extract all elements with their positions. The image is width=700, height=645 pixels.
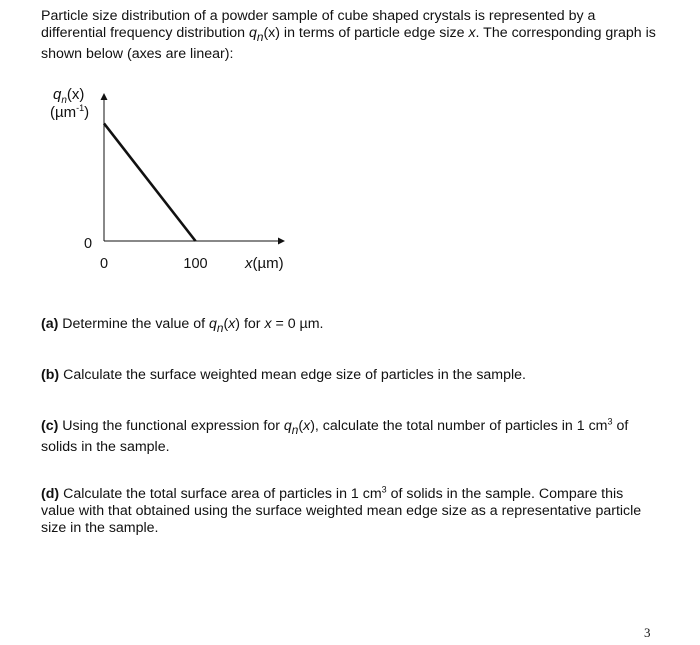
- question-c-x: x: [303, 418, 311, 434]
- question-c-text-2: (: [298, 418, 304, 434]
- intro-q-symbol: q: [248, 25, 257, 41]
- question-d-text-1: Calculate the total surface area of particles in 1 cm: [59, 486, 382, 502]
- question-c-q: q: [283, 418, 292, 434]
- x-axis-label: x(µm): [245, 255, 284, 272]
- question-a-text-1: Determine the value of: [58, 316, 209, 332]
- question-d-sup: 3: [381, 484, 387, 495]
- question-a-label: (a): [41, 316, 59, 332]
- question-a: [41, 316, 661, 337]
- question-c-text-4: of solids in the sample.: [41, 418, 629, 455]
- question-a-sub: n: [216, 320, 224, 335]
- x-tick-100: 100: [183, 256, 208, 272]
- y-tick-zero: 0: [84, 236, 93, 252]
- question-b: [41, 367, 661, 384]
- intro-text-2: in terms of particle edge size: [279, 25, 469, 41]
- question-c-sub: n: [291, 422, 299, 437]
- question-c-sup: 3: [607, 416, 613, 427]
- intro-q-argument: (x): [263, 25, 280, 41]
- y-axis-unit: (µm$^{-1}$): [50, 103, 90, 121]
- question-a-x2: x: [264, 316, 272, 332]
- question-b-label: (b): [41, 367, 60, 383]
- distribution-line: [104, 123, 196, 241]
- question-d-label: (d): [41, 486, 60, 502]
- question-a-q: q: [208, 316, 217, 332]
- intro-text-3: . The corresponding graph is shown below (axes are linear):: [41, 25, 656, 62]
- question-b-text: Calculate the surface weighted mean edge size of particles in the sample.: [59, 367, 526, 383]
- intro-q-subscript: n: [256, 29, 264, 44]
- y-axis-label: $q_n(x)$: [53, 86, 85, 106]
- page-number: 3: [644, 625, 651, 640]
- question-d: [41, 486, 661, 537]
- intro-text-1: Particle size distribution of a powder sample of cube shaped crystals is represented by a differential frequency distribution: [41, 8, 596, 41]
- question-c-label: (c): [41, 418, 59, 434]
- intro-x-symbol: x: [468, 25, 476, 41]
- question-a-text-4: = 0 µm.: [271, 316, 324, 332]
- question-c-text-1: Using the functional expression for: [58, 418, 284, 434]
- question-a-text-2: (: [223, 316, 229, 332]
- question-a-text-3: ) for: [235, 316, 265, 332]
- question-a-x: x: [228, 316, 236, 332]
- question-c: [41, 418, 661, 456]
- x-tick-0: 0: [99, 256, 109, 272]
- question-c-text-3: ), calculate the total number of particles in 1 cm: [310, 418, 608, 434]
- question-d-text-2: of solids in the sample. Compare this value with that obtained using the surface weighted mean edge size as a representative particle size in the sample.: [41, 486, 642, 536]
